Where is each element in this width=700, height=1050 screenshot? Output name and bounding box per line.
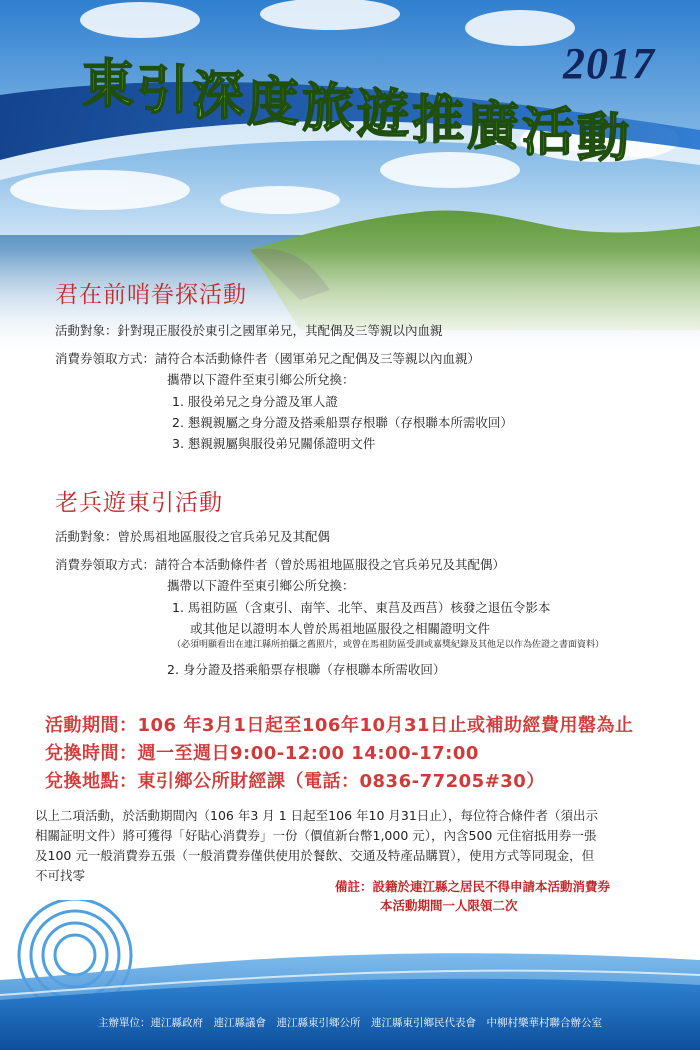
remark-text1: 設籍於連江縣之居民不得申請本活動消費券	[372, 879, 611, 894]
section1-item: 3. 懇親親屬與服役弟兄關係證明文件	[172, 436, 376, 451]
remark-line2: 本活動期間一人限領二次	[380, 898, 518, 913]
section1-target-label: 活動對象：	[55, 323, 118, 338]
paragraph-line: 及100 元一般消費券五張（一般消費券僅供使用於餐飲、交通及特產品購買），使用方式等同現金，但	[35, 848, 595, 863]
section2-target	[55, 527, 330, 545]
paragraph-line: 不可找零	[35, 868, 86, 883]
exchange-location: 兌換地點：東引鄉公所財經課（電話：0836-77205#30）	[45, 771, 545, 792]
section2-item1: 1. 馬祖防區（含東引、南竿、北竿、東莒及西莒）核發之退伍令影本	[172, 600, 551, 615]
paragraph-line: 相關証明文件）將可獲得「好貼心消費券」一份（價值新台幣1,000 元），內含500 元住宿抵用券一張	[35, 828, 597, 843]
title-character: 廣	[467, 97, 520, 157]
organizer-footer: 主辦單位：連江縣政府 連江縣議會 連江縣東引鄉公所 連江縣東引鄉民代表會 中柳村樂華村聯合辦公室	[98, 1017, 602, 1029]
remark-label: 備註：	[335, 879, 373, 894]
section1-target	[55, 321, 443, 339]
section2-item1-note: （必須明顯看出在連江縣所拍攝之舊照片，或曾在馬祖防區受訓或嘉獎紀錄及其他足以作為佐證之書面資料）	[172, 640, 605, 650]
section1-item: 2. 懇親親屬之身分證及搭乘船票存根聯（存根聯本所需收回）	[172, 415, 513, 430]
section2-target-text: 曾於馬祖地區服役之官兵弟兄及其配偶	[117, 529, 331, 544]
title-character: 旅	[302, 79, 355, 139]
section2-item2: 2. 身分證及搭乘船票存根聯（存根聯本所需收回）	[167, 662, 446, 677]
title-character: 東	[82, 55, 135, 115]
section2-target-label: 活動對象：	[55, 529, 118, 544]
section1-bring: 攜帶以下證件至東引鄉公所兌換：	[167, 372, 355, 387]
title-character: 動	[577, 109, 630, 169]
exchange-time: 兌換時間：週一至週日9:00-12:00 14:00-17:00	[45, 743, 479, 764]
title-character: 推	[412, 91, 465, 151]
section2-heading: 老兵遊東引活動	[55, 490, 223, 516]
remark-line1	[335, 877, 610, 895]
section2-bring: 攜帶以下證件至東引鄉公所兌換：	[167, 578, 355, 593]
main-title	[78, 50, 678, 180]
section2-voucher-label: 消費券領取方式：	[55, 557, 156, 572]
title-character: 遊	[357, 85, 410, 145]
section1-voucher-label: 消費券領取方式：	[55, 351, 156, 366]
title-character: 深	[192, 67, 245, 127]
section1-heading: 君在前哨眷探活動	[55, 282, 247, 308]
section1-voucher	[55, 349, 480, 367]
title-character: 引	[137, 61, 190, 121]
year-label: 2017	[563, 39, 655, 88]
section2-item1-cont: 或其他足以證明本人曾於馬祖地區服役之相關證明文件	[190, 621, 491, 636]
section2-voucher	[55, 555, 505, 573]
section1-item: 1. 服役弟兄之身分證及軍人證	[172, 394, 338, 409]
section2-voucher-text: 請符合本活動條件者（曾於馬祖地區服役之官兵弟兄及其配偶）	[155, 557, 506, 572]
section1-voucher-text: 請符合本活動條件者（國軍弟兄之配偶及三等親以內血親）	[155, 351, 481, 366]
activity-period: 活動期間：106 年3月1日起至106年10月31日止或補助經費用罄為止	[45, 715, 634, 736]
section1-target-text: 針對現正服役於東引之國軍弟兄，其配偶及三等親以內血親	[117, 323, 443, 338]
title-character: 活	[522, 103, 575, 163]
paragraph-line: 以上二項活動，於活動期間內（106 年3 月 1 日起至106 年10 月31日止），每位符合條件者（須出示	[35, 808, 599, 823]
title-character: 度	[247, 73, 300, 133]
